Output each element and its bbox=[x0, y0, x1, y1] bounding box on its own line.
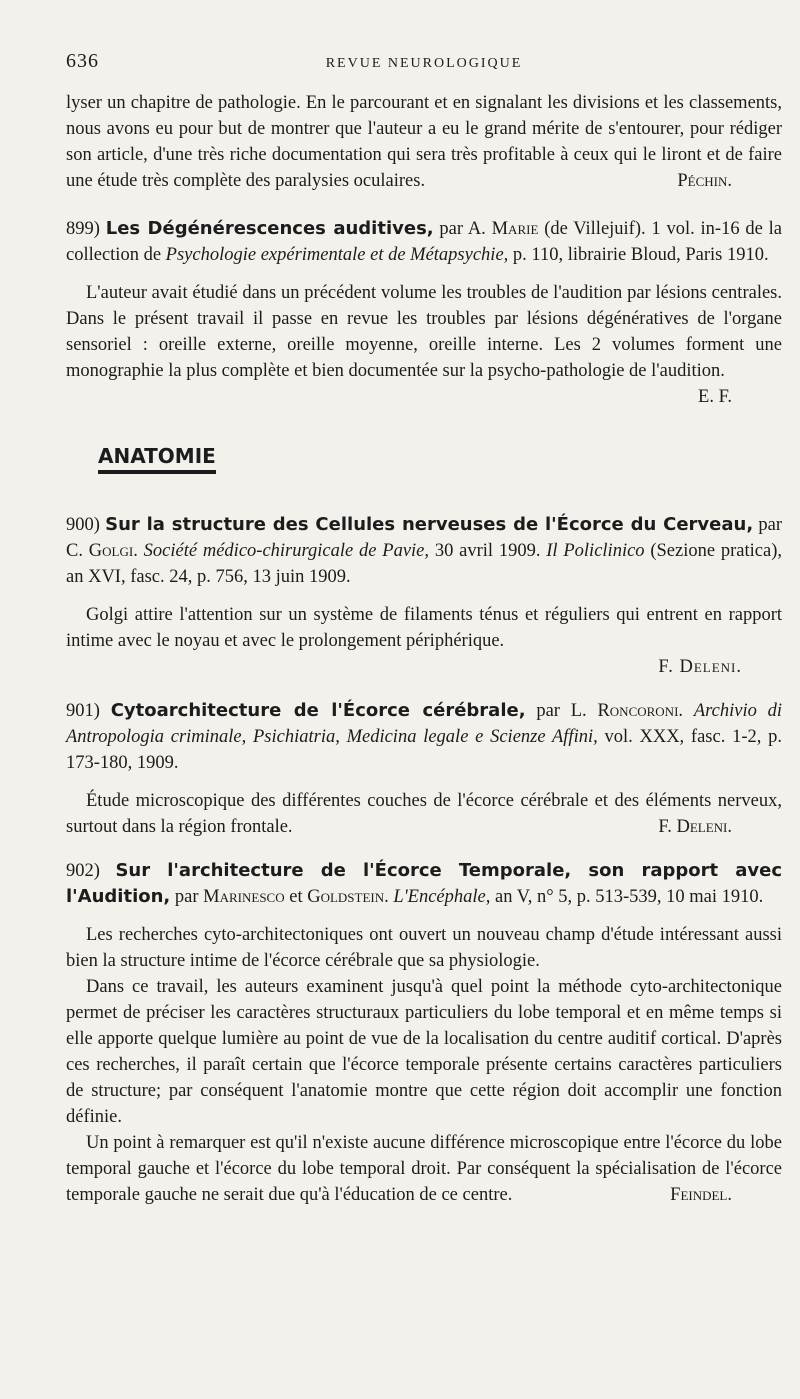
author-name: Golgi bbox=[88, 541, 134, 561]
citation-sep: . bbox=[678, 701, 694, 721]
citation-sep: . bbox=[133, 541, 144, 561]
entry-number: 900) bbox=[66, 515, 100, 535]
page bbox=[66, 50, 782, 1208]
section-heading: ANATOMIE bbox=[98, 444, 216, 474]
entry-902-body-3 bbox=[66, 1130, 782, 1208]
citation-rest: (Sezione pratica), an XVI, fasc. 24, p. 756, 13 juin 1909. bbox=[66, 541, 782, 587]
journal-name-2: Il Policlinico bbox=[546, 541, 645, 561]
entry-title: Les Dégénérescences auditives, bbox=[105, 218, 434, 239]
entry-signature: Feindel. bbox=[670, 1185, 732, 1205]
citation-sep: . bbox=[384, 887, 394, 907]
entry-901-citation bbox=[66, 698, 782, 776]
entry-901-body bbox=[66, 788, 782, 840]
entry-number: 902) bbox=[66, 861, 100, 881]
journal-name: Archivio di Antropologia criminale, Psichiatria, Medicina legale e Scienze Affini, bbox=[66, 701, 783, 747]
entry-902-citation bbox=[66, 858, 782, 910]
author-name: Marinesco bbox=[203, 887, 285, 907]
entry-900-citation bbox=[66, 512, 782, 590]
entry-899-citation bbox=[66, 216, 782, 268]
citation-by: par L. bbox=[525, 701, 598, 721]
author-name: Roncoroni bbox=[597, 701, 679, 721]
citation-date: 30 avril 1909. bbox=[429, 541, 547, 561]
entry-signature: F. Deleni. bbox=[658, 817, 732, 837]
entry-900 bbox=[66, 512, 782, 680]
author-name-2: Goldstein bbox=[307, 887, 385, 907]
journal-name: L'Encéphale, bbox=[393, 887, 491, 907]
running-header bbox=[66, 50, 782, 90]
citation-by: par A. bbox=[433, 219, 492, 239]
entry-901 bbox=[66, 698, 782, 840]
intro-paragraph bbox=[66, 90, 782, 194]
intro-text: lyser un chapitre de pathologie. En le parcourant et en signalant les divisions et les classements, nous avons eu pour but de montrer que l'auteur a eu le grand mérite de s'entourer, pour rédiger son article, d'une très riche documentation qui sera très profitable à ceux qui le liront et de faire une étude très complète des paralysies oculaires. bbox=[66, 93, 782, 191]
citation-rest: p. 110, librairie Bloud, Paris 1910. bbox=[508, 245, 769, 265]
entry-number: 899) bbox=[66, 219, 100, 239]
citation-by: par bbox=[170, 887, 204, 907]
journal-title: REVUE NEUROLOGIQUE bbox=[325, 56, 523, 71]
body-text: L'auteur avait étudié dans un précédent volume les troubles de l'audition par lésions centrales. Dans le présent travail il passe en revue les troubles par lésions dégénératives de l'organe sensoriel : oreille externe, oreille moyenne, oreille interne. Les 2 volumes forment une monographie la plus complète et bien documentée sur la psycho-pathologie de l'audition. bbox=[66, 283, 782, 381]
entry-title: Cytoarchitecture de l'Écorce cérébrale, bbox=[110, 700, 526, 721]
journal-name: Société médico-chirurgicale de Pavie, bbox=[143, 541, 430, 561]
citation-rest: an V, n° 5, p. 513-539, 10 mai 1910. bbox=[490, 887, 764, 907]
page-number: 636 bbox=[66, 50, 99, 72]
entry-899 bbox=[66, 216, 782, 407]
citation-location: (de Villejuif). 1 vol. in-16 de la collection de bbox=[66, 219, 782, 265]
citation-and: et bbox=[284, 887, 308, 907]
entry-title: Sur l'architecture de l'Écorce Temporale, son rapport avec l'Audition, bbox=[66, 860, 782, 907]
author-name: Marie bbox=[491, 219, 539, 239]
body-text: Un point à remarquer est qu'il n'existe aucune différence microscopique entre l'écorce du lobe temporal gauche et l'écorce du lobe temporal droit. Par conséquent la spécialisation de l'écorce temporale gauche ne serait due qu'à l'éducation de ce centre. bbox=[66, 1133, 782, 1205]
citation-rest: vol. XXX, fasc. 1-2, p. 173-180, 1909. bbox=[66, 727, 782, 773]
entry-signature: F. Deleni. bbox=[658, 657, 742, 677]
entry-number: 901) bbox=[66, 701, 100, 721]
entry-signature: E. F. bbox=[698, 387, 732, 407]
entry-899-body bbox=[66, 280, 782, 407]
entry-title: Sur la structure des Cellules nerveuses de l'Écorce du Cerveau, bbox=[105, 514, 754, 535]
entry-900-body: Golgi attire l'attention sur un système de filaments ténus et réguliers qui entrent en rapport intime avec le noyau et avec le prolongement périphérique. bbox=[66, 605, 782, 651]
entry-902-body-1: Les recherches cyto-architectoniques ont ouvert un nouveau champ d'étude intéressant aussi bien la structure intime de l'écorce cérébrale que sa physiologie. bbox=[66, 925, 782, 971]
body-text: Étude microscopique des différentes couches de l'écorce cérébrale et des éléments nerveux, surtout dans la région frontale. bbox=[66, 791, 782, 837]
intro-signature: Péchin. bbox=[677, 171, 732, 191]
citation-by: par C. bbox=[66, 515, 783, 561]
entry-902 bbox=[66, 858, 782, 1208]
entry-902-body-2: Dans ce travail, les auteurs examinent jusqu'à quel point la méthode cyto-architectonique permet de préciser les caractères structuraux particuliers du lobe temporal et en même temps si elle apporte quelque lumière au point de vue de la localisation du centre auditif cortical. D'après ces recherches, il paraît certain que l'écorce temporale présente certains caractères particuliers de structure; par conséquent l'anatomie montre que cette région doit accomplir une fonction définie. bbox=[66, 977, 782, 1127]
collection-name: Psychologie expérimentale et de Métapsychie, bbox=[165, 245, 509, 265]
